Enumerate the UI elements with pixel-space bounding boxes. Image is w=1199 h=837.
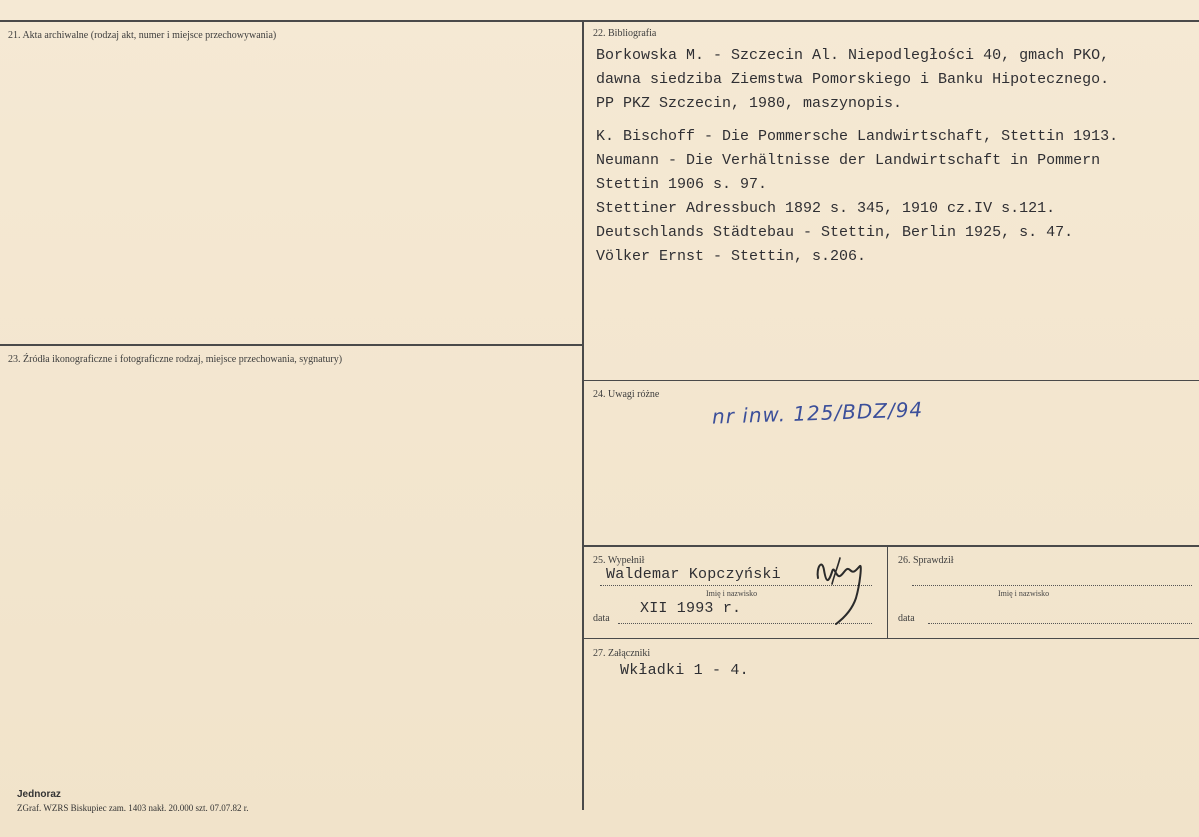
signature bbox=[810, 548, 880, 628]
filled-by-name-caption: Imię i nazwisko bbox=[706, 589, 758, 598]
section-26-label: 26. Sprawdził bbox=[898, 555, 954, 566]
section-23-label: 23. Źródła ikonograficzne i fotograficzne rodzaj, miejsce przechowania, sygnatury) bbox=[8, 354, 343, 365]
section-21-label: 21. Akta archiwalne (rodzaj akt, numer i miejsce przechowywania) bbox=[8, 30, 277, 41]
center-vertical-divider bbox=[582, 20, 584, 810]
bibliography-line: Völker Ernst - Stettin, s.206. bbox=[596, 248, 867, 265]
right-divider-24-25 bbox=[583, 545, 1199, 547]
bibliography-entries bbox=[596, 44, 1192, 269]
form-print-info: ZGraf. WZRS Biskupiec zam. 1403 nakł. 20.000 szt. 07.07.82 r. bbox=[17, 803, 249, 813]
bibliography-line: K. Bischoff - Die Pommersche Landwirtschaft, Stettin 1913. bbox=[596, 128, 1119, 145]
bibliography-line: dawna siedziba Ziemstwa Pomorskiego i Banku Hipotecznego. bbox=[596, 71, 1110, 88]
vertical-divider-25-26 bbox=[887, 545, 888, 639]
filled-by-name: Waldemar Kopczyński bbox=[606, 566, 781, 583]
right-divider-22-24 bbox=[583, 380, 1199, 381]
section-24-label: 24. Uwagi różne bbox=[593, 389, 660, 400]
attachments-content: Wkładki 1 - 4. bbox=[620, 662, 749, 679]
top-border bbox=[0, 20, 1199, 22]
right-divider-25-27 bbox=[583, 638, 1199, 639]
checked-by-name-line bbox=[912, 585, 1192, 586]
left-horizontal-divider bbox=[0, 344, 583, 346]
bibliography-line: Deutschlands Städtebau - Stettin, Berlin 1925, s. 47. bbox=[596, 224, 1074, 241]
bibliography-line: Stettin 1906 s. 97. bbox=[596, 176, 768, 193]
checked-by-date-label: data bbox=[898, 613, 915, 624]
bibliography-line: PP PKZ Szczecin, 1980, maszynopis. bbox=[596, 95, 903, 112]
section-22-label: 22. Bibliografia bbox=[593, 28, 657, 39]
filled-by-date: XII 1993 r. bbox=[640, 600, 742, 617]
checked-by-name-caption: Imię i nazwisko bbox=[998, 589, 1050, 598]
form-footer-title: Jednoraz bbox=[17, 789, 61, 800]
bibliography-line: Borkowska M. - Szczecin Al. Niepodległości 40, gmach PKO, bbox=[596, 47, 1110, 64]
bibliography-line: Neumann - Die Verhältnisse der Landwirtschaft in Pommern bbox=[596, 152, 1101, 169]
section-25-label: 25. Wypełnił bbox=[593, 555, 645, 566]
section-27-label: 27. Załączniki bbox=[593, 648, 651, 659]
filled-by-date-label: data bbox=[593, 613, 610, 624]
checked-by-date-line bbox=[928, 623, 1192, 624]
inventory-number-handwritten: nr inw. 125/BDZ/94 bbox=[711, 397, 924, 429]
bibliography-line: Stettiner Adressbuch 1892 s. 345, 1910 cz.IV s.121. bbox=[596, 200, 1056, 217]
